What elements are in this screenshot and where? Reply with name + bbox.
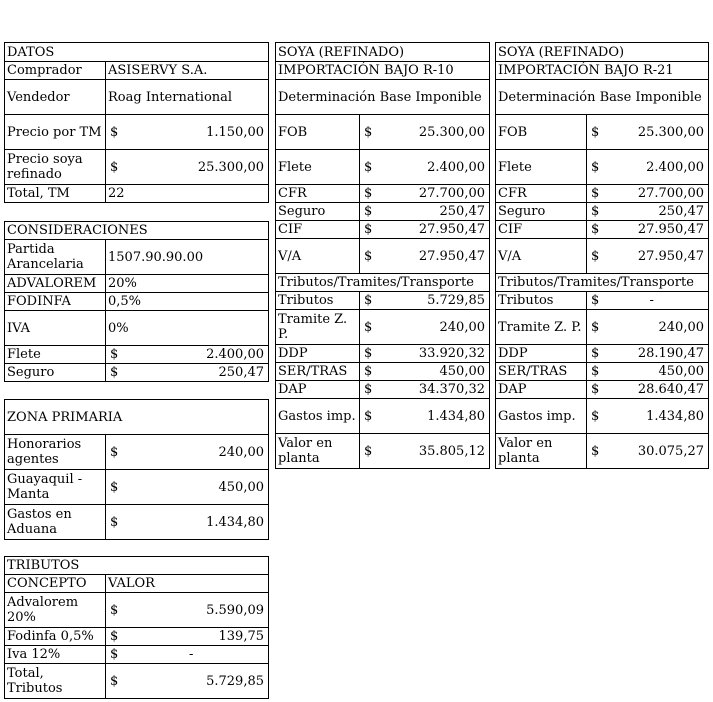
tributos-money-cell	[106, 646, 269, 664]
currency-symbol: $	[364, 248, 373, 264]
r21-label: Tributos	[496, 292, 587, 310]
currency-symbol: $	[364, 443, 373, 459]
currency-symbol: $	[364, 364, 373, 379]
r21-money-cell	[587, 239, 709, 274]
currency-symbol: $	[364, 293, 373, 308]
r21-label: Flete	[496, 150, 587, 185]
currency-symbol: $	[110, 514, 119, 530]
r21-label: DDP	[496, 345, 587, 363]
r10-money-cell	[360, 381, 490, 399]
currency-symbol: $	[110, 159, 119, 175]
datos-label: Precio por TM	[5, 115, 106, 150]
zona-money-cell	[106, 435, 269, 470]
consideraciones-money-cell	[106, 346, 269, 364]
r21-value: -	[649, 293, 654, 308]
r10-value: 450,00	[439, 364, 485, 379]
zona-primaria-table	[4, 399, 269, 540]
r21-money-cell	[587, 221, 709, 239]
r10-money-cell	[360, 185, 490, 203]
tributos-title: TRIBUTOS	[5, 557, 269, 575]
currency-symbol: $	[591, 124, 600, 140]
tributos-header-valor: VALOR	[106, 575, 269, 593]
r10-money-cell	[360, 310, 490, 345]
currency-symbol: $	[591, 443, 600, 459]
consideraciones-label: Flete	[5, 346, 106, 364]
currency-symbol: $	[110, 444, 119, 460]
currency-symbol: $	[364, 186, 373, 201]
consideraciones-value: 20%	[106, 275, 269, 293]
tributos-money-cell	[106, 628, 269, 646]
currency-symbol: $	[591, 408, 600, 424]
r21-value: 30.075,27	[637, 443, 704, 459]
r10-money-cell	[360, 150, 490, 185]
r10-section-base: Determinación Base Imponible	[276, 80, 490, 115]
currency-symbol: $	[364, 408, 373, 424]
r10-value: 27.950,47	[418, 222, 485, 237]
r10-label: CIF	[276, 221, 360, 239]
currency-symbol: $	[364, 159, 373, 175]
currency-symbol: $	[591, 248, 600, 264]
r10-money-cell	[360, 239, 490, 274]
r10-label: Valor en planta	[276, 434, 360, 469]
consideraciones-table	[4, 221, 269, 382]
currency-symbol: $	[110, 673, 119, 689]
currency-symbol: $	[591, 382, 600, 397]
r21-title: SOYA (REFINADO)	[496, 43, 709, 62]
zona-money-cell	[106, 470, 269, 505]
datos-value: 22	[106, 185, 269, 203]
currency-symbol: $	[110, 479, 119, 495]
tributos-money-cell	[106, 664, 269, 699]
r21-label: CIF	[496, 221, 587, 239]
datos-money-cell	[106, 150, 269, 185]
currency-symbol: $	[110, 365, 119, 380]
r10-money-cell	[360, 363, 490, 381]
r10-subtitle: IMPORTACIÓN BAJO R-10	[276, 62, 490, 80]
r21-value: 27.700,00	[637, 186, 704, 201]
consideraciones-value: 2.400,00	[206, 347, 264, 362]
r21-money-cell	[587, 150, 709, 185]
consideraciones-money-cell	[106, 364, 269, 382]
r21-money-cell	[587, 115, 709, 150]
currency-symbol: $	[110, 647, 119, 662]
r10-value: 5.729,85	[427, 293, 485, 308]
zona-label: Honorarios agentes	[5, 435, 106, 470]
datos-value: Roag International	[106, 80, 269, 115]
r21-subtitle: IMPORTACIÓN BAJO R-21	[496, 62, 709, 80]
currency-symbol: $	[364, 204, 373, 219]
datos-value: 1.150,00	[206, 124, 264, 140]
r10-money-cell	[360, 399, 490, 434]
zona-title: ZONA PRIMARIA	[5, 400, 269, 435]
tributos-money-cell	[106, 593, 269, 628]
tributos-label: Fodinfa 0,5%	[5, 628, 106, 646]
consideraciones-value: 1507.90.90.00	[106, 240, 269, 275]
r21-value: 2.400,00	[646, 159, 704, 175]
r21-value: 1.434,80	[646, 408, 704, 424]
r10-label: Seguro	[276, 203, 360, 221]
datos-label: Comprador	[5, 62, 106, 80]
r21-money-cell	[587, 399, 709, 434]
consideraciones-value: 0%	[106, 311, 269, 346]
currency-symbol: $	[110, 124, 119, 140]
r21-value: 28.640,47	[637, 382, 704, 397]
r21-label: Seguro	[496, 203, 587, 221]
r10-value: 240,00	[439, 319, 485, 335]
currency-symbol: $	[110, 347, 119, 362]
r21-value: 450,00	[658, 364, 704, 379]
currency-symbol: $	[364, 222, 373, 237]
r10-table	[275, 42, 490, 469]
currency-symbol: $	[591, 222, 600, 237]
r10-label: Tributos	[276, 292, 360, 310]
r10-label: DDP	[276, 345, 360, 363]
r21-section-tributos: Tributos/Tramites/Transporte	[496, 274, 709, 292]
currency-symbol: $	[591, 346, 600, 361]
currency-symbol: $	[591, 293, 600, 308]
currency-symbol: $	[591, 319, 600, 335]
zona-label: Guayaquil - Manta	[5, 470, 106, 505]
currency-symbol: $	[110, 629, 119, 644]
r21-money-cell	[587, 434, 709, 469]
r10-value: 2.400,00	[427, 159, 485, 175]
r10-label: SER/TRAS	[276, 363, 360, 381]
r21-value: 240,00	[658, 319, 704, 335]
r21-money-cell	[587, 185, 709, 203]
zona-value: 1.434,80	[206, 514, 264, 530]
r21-label: Tramite Z. P.	[496, 310, 587, 345]
r21-money-cell	[587, 203, 709, 221]
r21-label: FOB	[496, 115, 587, 150]
r10-money-cell	[360, 203, 490, 221]
consideraciones-value: 0,5%	[106, 293, 269, 311]
datos-label: Vendedor	[5, 80, 106, 115]
r10-money-cell	[360, 221, 490, 239]
zona-label: Gastos en Aduana	[5, 505, 106, 540]
tributos-table	[4, 556, 269, 699]
r21-label: SER/TRAS	[496, 363, 587, 381]
datos-title: DATOS	[5, 43, 269, 62]
datos-value: 25.300,00	[197, 159, 264, 175]
r21-money-cell	[587, 310, 709, 345]
r21-money-cell	[587, 292, 709, 310]
r10-value: 250,47	[439, 204, 485, 219]
currency-symbol: $	[591, 159, 600, 175]
r21-value: 28.190,47	[637, 346, 704, 361]
r10-value: 34.370,32	[418, 382, 485, 397]
r21-value: 25.300,00	[637, 124, 704, 140]
currency-symbol: $	[591, 186, 600, 201]
r21-label: DAP	[496, 381, 587, 399]
tributos-value: 139,75	[218, 629, 264, 644]
currency-symbol: $	[364, 382, 373, 397]
consideraciones-title: CONSIDERACIONES	[5, 222, 269, 240]
r21-money-cell	[587, 381, 709, 399]
tributos-value: 5.729,85	[206, 673, 264, 689]
consideraciones-label: IVA	[5, 311, 106, 346]
r10-value: 1.434,80	[427, 408, 485, 424]
currency-symbol: $	[110, 602, 119, 618]
r21-label: Valor en planta	[496, 434, 587, 469]
currency-symbol: $	[364, 319, 373, 335]
consideraciones-label: Partida Arancelaria	[5, 240, 106, 275]
r10-label: FOB	[276, 115, 360, 150]
currency-symbol: $	[364, 346, 373, 361]
datos-value: ASISERVY S.A.	[106, 62, 269, 80]
currency-symbol: $	[364, 124, 373, 140]
r10-section-tributos: Tributos/Tramites/Transporte	[276, 274, 490, 292]
tributos-value: -	[188, 647, 194, 662]
consideraciones-label: Seguro	[5, 364, 106, 382]
r10-label: Tramite Z. P.	[276, 310, 360, 345]
r10-value: 25.300,00	[418, 124, 485, 140]
r21-value: 27.950,47	[637, 248, 704, 264]
r10-label: DAP	[276, 381, 360, 399]
r10-label: Gastos imp.	[276, 399, 360, 434]
r10-value: 27.950,47	[418, 248, 485, 264]
r10-value: 35.805,12	[418, 443, 485, 459]
r21-table	[495, 42, 709, 469]
r21-label: V/A	[496, 239, 587, 274]
r10-money-cell	[360, 292, 490, 310]
datos-label: Total, TM	[5, 185, 106, 203]
tributos-label: Total, Tributos	[5, 664, 106, 699]
r10-label: Flete	[276, 150, 360, 185]
r21-money-cell	[587, 345, 709, 363]
zona-value: 240,00	[218, 444, 264, 460]
r10-value: 33.920,32	[418, 346, 485, 361]
r21-label: Gastos imp.	[496, 399, 587, 434]
r21-value: 27.950,47	[637, 222, 704, 237]
tributos-label: Advalorem 20%	[5, 593, 106, 628]
tributos-value: 5.590,09	[206, 602, 264, 618]
tributos-header-concepto: CONCEPTO	[5, 575, 106, 593]
r10-value: 27.700,00	[418, 186, 485, 201]
currency-symbol: $	[591, 364, 600, 379]
datos-table	[4, 42, 269, 203]
consideraciones-label: FODINFA	[5, 293, 106, 311]
zona-money-cell	[106, 505, 269, 540]
r21-section-base: Determinación Base Imponible	[496, 80, 709, 115]
r10-money-cell	[360, 345, 490, 363]
consideraciones-value: 250,47	[218, 365, 264, 380]
r10-money-cell	[360, 115, 490, 150]
tributos-label: Iva 12%	[5, 646, 106, 664]
r21-value: 250,47	[658, 204, 704, 219]
r21-label: CFR	[496, 185, 587, 203]
datos-money-cell	[106, 115, 269, 150]
datos-label: Precio soya refinado	[5, 150, 106, 185]
r10-label: V/A	[276, 239, 360, 274]
zona-value: 450,00	[218, 479, 264, 495]
currency-symbol: $	[591, 204, 600, 219]
r10-money-cell	[360, 434, 490, 469]
r10-title: SOYA (REFINADO)	[276, 43, 490, 62]
r10-label: CFR	[276, 185, 360, 203]
consideraciones-label: ADVALOREM	[5, 275, 106, 293]
r21-money-cell	[587, 363, 709, 381]
